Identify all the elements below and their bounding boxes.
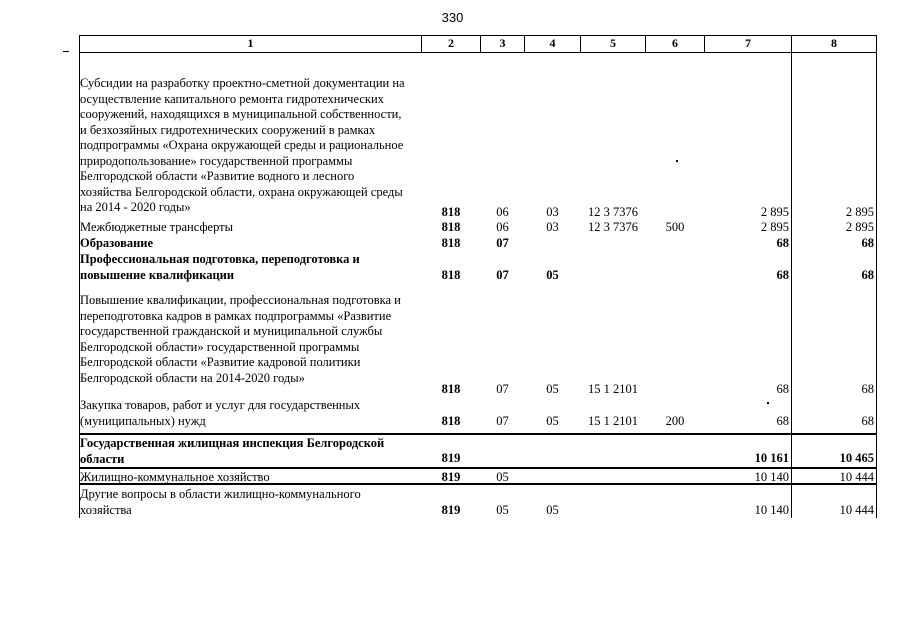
row-description [80,398,360,429]
cell-expense-type: 500 [665,220,685,234]
cell-amount-7: 10 161 [754,451,789,465]
text-line: Государственная жилищная инспекция Белгородской [80,436,385,450]
row-separator [79,467,877,469]
text-line: (муниципальных) нужд [80,413,206,428]
text-line: и безхозяйных гидротехнических сооружений в рамках [80,122,376,137]
cell-target: 12 3 7376 [588,220,638,234]
cell-section: 06 [496,220,509,234]
cell-section: 06 [496,205,509,219]
cell-amount-7: 2 895 [760,220,789,234]
header-col-6: 6 [672,36,678,50]
cell-target: 15 1 2101 [588,382,638,396]
text-line: Профессиональная подготовка, переподготовка и [80,252,360,266]
header-col-2: 2 [448,36,454,50]
cell-amount-8: 68 [861,268,874,282]
cell-amount-7: 68 [776,268,789,282]
cell-ministry: 818 [441,414,461,428]
table-right-border [876,35,877,518]
cell-subsection: 03 [546,205,559,219]
text-line: переподготовка кадров в рамках подпрограммы «Развитие [80,308,392,323]
text-line: Белгородской области» государственной программы [80,339,360,354]
cell-subsection: 05 [546,414,559,428]
cell-ministry: 818 [441,236,461,250]
cell-amount-7: 68 [776,382,789,396]
row-separator [79,433,877,435]
cell-ministry: 819 [441,470,461,484]
cell-section: 05 [496,503,509,517]
text-line: хозяйства [80,502,132,517]
cell-ministry: 818 [441,268,461,282]
row-description: Межбюджетные трансферты [80,220,234,234]
cell-amount-8: 2 895 [845,205,874,219]
text-line: подпрограммы «Охрана окружающей среды и рациональное [80,138,404,152]
margin-dash [63,51,69,52]
cell-ministry: 818 [441,382,461,396]
text-line: Белгородской области на 2014-2020 годы» [80,370,305,385]
cell-ministry: 818 [441,220,461,234]
cell-section: 07 [496,268,509,282]
text-line: государственной гражданской и муниципальной службы [80,324,383,338]
header-col-8: 8 [831,36,837,50]
row-description [80,76,405,216]
cell-expense-type: 200 [665,414,685,428]
cell-amount-8: 68 [861,414,874,428]
row-description [80,293,401,386]
cell-subsection: 03 [546,220,559,234]
scan-dot [767,402,769,404]
scan-dot [676,160,678,162]
text-line: повышение квалификации [80,267,235,282]
cell-ministry: 819 [441,503,461,517]
row-description [80,252,360,283]
row-description [80,436,384,467]
cell-amount-7: 10 140 [754,470,789,484]
text-line: Белгородской области «Развитие кадровой политики [80,355,361,369]
cell-section: 07 [496,414,509,428]
text-line: хозяйства Белгородской области, охрана окружающей среды [80,184,403,199]
cell-target: 12 3 7376 [588,205,638,219]
cell-section: 05 [496,470,509,484]
cell-amount-8: 68 [861,382,874,396]
cell-amount-8: 2 895 [845,220,874,234]
cell-ministry: 819 [441,451,461,465]
text-line: Повышение квалификации, профессиональная подготовка и [80,293,401,307]
cell-amount-7: 68 [776,414,789,428]
cell-section: 07 [496,236,509,250]
text-line: области [80,451,125,466]
row-description: Жилищно-коммунальное хозяйство [80,470,270,484]
text-line: на 2014 - 2020 годы» [80,200,191,214]
header-col-5: 5 [610,36,616,50]
text-line: осуществление капитального ремонта гидротехнических [80,91,384,106]
header-col-1: 1 [247,36,254,50]
header-col-3: 3 [499,36,506,50]
cell-amount-8: 10 465 [839,451,874,465]
text-line: Закупка товаров, работ и услуг для государственных [80,398,361,412]
text-line: сооружений, находящихся в муниципальной собственности, [80,107,402,121]
cell-section: 07 [496,382,509,396]
header-bottom-border [79,52,877,53]
text-line: Другие вопросы в области жилищно-коммунального [80,487,361,501]
cell-amount-8: 68 [861,236,874,250]
text-line: Субсидии на разработку проектно-сметной документации на [80,76,405,90]
cell-amount-7: 2 895 [760,205,789,219]
text-line: природопользование» государственной программы [80,153,353,168]
cell-subsection: 05 [546,268,559,282]
page-number: 330 [441,10,464,25]
row-description [80,487,361,518]
cell-subsection: 05 [546,382,559,396]
row-description: Образование [80,236,154,250]
cell-ministry: 818 [441,205,461,219]
cell-amount-7: 68 [776,236,789,250]
cell-target: 15 1 2101 [588,414,638,428]
header-col-7: 7 [745,36,751,50]
cell-subsection: 05 [546,503,559,517]
text-line: Белгородской области «Развитие водного и лесного [80,169,355,183]
cell-amount-8: 10 444 [839,470,874,484]
cell-amount-7: 10 140 [754,503,789,517]
header-col-4: 4 [549,36,556,50]
cell-amount-8: 10 444 [839,503,874,517]
